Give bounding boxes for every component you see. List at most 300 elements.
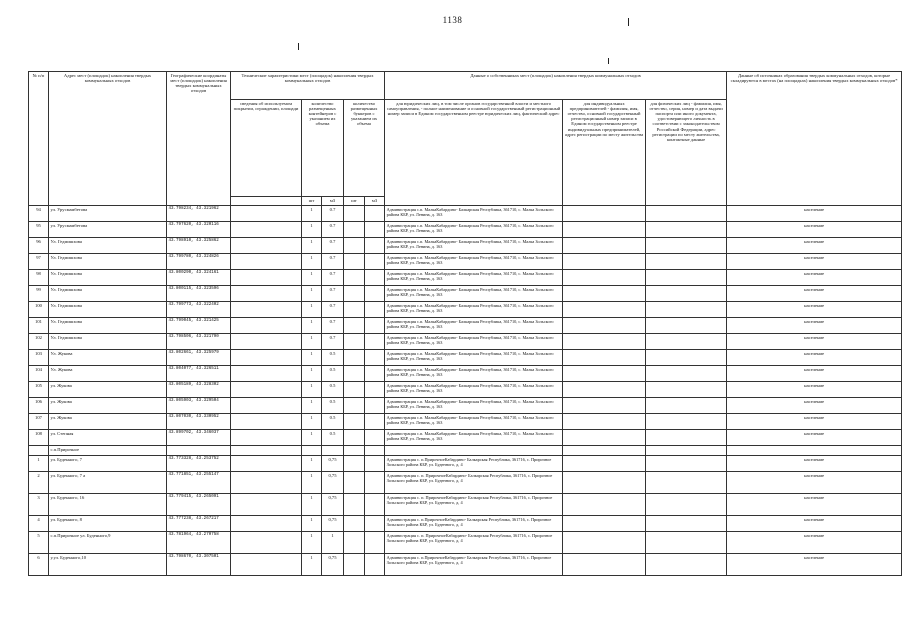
row-bunker-volume <box>365 286 385 302</box>
row-container-volume: 0,75 <box>322 456 344 472</box>
row-bunker-volume <box>365 456 385 472</box>
row-container-count: 1 <box>302 532 322 554</box>
row-cover <box>231 382 302 398</box>
row-container-volume: 1 <box>322 532 344 554</box>
table-row <box>29 222 902 238</box>
row-address: ул. Буденного, 8 <box>49 516 167 532</box>
row-source: население <box>727 430 902 446</box>
row-coordinates: 43.800290, 43.324161 <box>167 270 231 286</box>
row-owner-individual <box>646 302 727 318</box>
table-row <box>29 318 902 334</box>
row-owner-legal: Администрация с.п. МалкаКабардино- Балкарская Республика, 361710, с. Малка Зольского района КБР, ул. Ленина, д. 163 <box>385 222 563 238</box>
row-owner-legal: Администрация с.п. МалкаКабардино- Балкарская Республика, 361710, с. Малка Зольского района КБР, ул. Ленина, д. 163 <box>385 366 563 382</box>
row-coordinates: 43.799773, 43.322402 <box>167 302 231 318</box>
row-owner-individual <box>646 532 727 554</box>
row-coordinates: 43.799045, 43.321425 <box>167 318 231 334</box>
row-source: население <box>727 334 902 350</box>
row-source: население <box>727 350 902 366</box>
row-number: 106 <box>29 398 49 414</box>
scan-mark <box>608 58 609 64</box>
row-number: 98 <box>29 270 49 286</box>
row-owner-entrepreneur <box>563 494 646 516</box>
row-cover <box>231 206 302 222</box>
row-owner-individual <box>646 554 727 576</box>
row-address: ул. Степная <box>49 430 167 446</box>
row-bunker-count <box>344 238 365 254</box>
row-coordinates: 43.781964, 43.270758 <box>167 532 231 554</box>
row-coordinates: 43.799780, 43.324826 <box>167 254 231 270</box>
row-owner-legal: Администрация с.п. МалкаКабардино- Балкарская Республика, 361710, с. Малка Зольского района КБР, ул. Ленина, д. 163 <box>385 350 563 366</box>
row-owner-entrepreneur <box>563 366 646 382</box>
row-address: с.п.Прирочное ул. Буденного,9 <box>49 532 167 554</box>
row-bunker-volume <box>365 532 385 554</box>
row-bunker-count <box>344 414 365 430</box>
row-cover <box>231 430 302 446</box>
table-row <box>29 302 902 318</box>
row-address: Ул. Гедмишхова <box>49 238 167 254</box>
row-cover <box>231 318 302 334</box>
table-row <box>29 472 902 494</box>
row-bunker-volume <box>365 222 385 238</box>
row-coordinates: 43.798670, 43.307501 <box>167 554 231 576</box>
row-container-count: 1 <box>302 286 322 302</box>
row-owner-legal: Администрация с.п. МалкаКабардино- Балкарская Республика, 361710, с. Малка Зольского района КБР, ул. Ленина, д. 163 <box>385 302 563 318</box>
table-row <box>29 286 902 302</box>
row-coordinates: 43.899702, 43.346037 <box>167 430 231 446</box>
row-owner-individual <box>646 334 727 350</box>
row-number: 100 <box>29 302 49 318</box>
row-bunker-volume <box>365 472 385 494</box>
row-owner-individual <box>646 472 727 494</box>
row-bunker-count <box>344 254 365 270</box>
row-source: население <box>727 382 902 398</box>
row-source: население <box>727 286 902 302</box>
row-bunker-count <box>344 472 365 494</box>
header-sources: Данные об источниках образования твердых коммунальных отходов, которые складируются в местах (на площадках) накопления твердых коммунальных отходов* <box>727 72 902 206</box>
row-number: 99 <box>29 286 49 302</box>
row-owner-legal: Администрация с.п. МалкаКабардино- Балкарская Республика, 361710, с. Малка Зольского района КБР, ул. Ленина, д. 163 <box>385 238 563 254</box>
row-source: население <box>727 222 902 238</box>
header-bunkers: количество размещенных бункеров с указанием их объема <box>344 100 385 197</box>
row-owner-individual <box>646 254 727 270</box>
row-owner-legal: Администрация с.п. МалкаКабардино- Балкарская Республика, 361710, с. Малка Зольского района КБР, ул. Ленина, д. 163 <box>385 382 563 398</box>
row-coordinates: 43.805189, 43.328302 <box>167 382 231 398</box>
row-container-volume: 0.7 <box>322 286 344 302</box>
row-number: 3 <box>29 494 49 516</box>
row-cover <box>231 456 302 472</box>
row-cover <box>231 334 302 350</box>
row-container-count: 1 <box>302 472 322 494</box>
row-cover <box>231 414 302 430</box>
row-coordinates: 43.798910, 43.325862 <box>167 238 231 254</box>
table-row <box>29 254 902 270</box>
table-row <box>29 270 902 286</box>
row-owner-legal: Администрация с.п. МалкаКабардино- Балкарская Республика, 361710, с. Малка Зольского района КБР, ул. Ленина, д. 163 <box>385 430 563 446</box>
row-bunker-volume <box>365 398 385 414</box>
row-container-count: 1 <box>302 270 322 286</box>
row-address: Ул. Жукова <box>49 350 167 366</box>
row-source: население <box>727 270 902 286</box>
row-bunker-count <box>344 366 365 382</box>
row-number: 96 <box>29 238 49 254</box>
row-bunker-volume <box>365 238 385 254</box>
row-owner-entrepreneur <box>563 398 646 414</box>
row-number: 2 <box>29 472 49 494</box>
row-bunker-count <box>344 318 365 334</box>
row-owner-legal: Администрация с.п. МалкаКабардино- Балкарская Республика, 361710, с. Малка Зольского района КБР, ул. Ленина, д. 163 <box>385 286 563 302</box>
row-owner-legal: Администрация с.п. МалкаКабардино- Балкарская Республика, 361710, с. Малка Зольского района КБР, ул. Ленина, д. 163 <box>385 318 563 334</box>
row-address: ул. Жукова <box>49 382 167 398</box>
row-owner-legal: Администрация с. п. ПрирочноеКабардино- Балкарская Республика, 361716, с. Прирочное Зольского района КБР, ул. Буденного, д. 4 <box>385 472 563 494</box>
row-owner-individual <box>646 382 727 398</box>
header-legal-entity: для юридических лиц, в том числе органов государственной власти и местного самоуправления, - полное наименование и основной государственный регистрационный номер записи в Едином государственном реестре юридических лиц, фактический адрес <box>385 100 563 206</box>
row-bunker-volume <box>365 382 385 398</box>
row-number: 108 <box>29 430 49 446</box>
row-address: Ул. Гедмишхова <box>49 270 167 286</box>
row-address: Ул. Гедмишхова <box>49 302 167 318</box>
row-bunker-volume <box>365 254 385 270</box>
row-owner-entrepreneur <box>563 206 646 222</box>
row-owner-legal: Администрация с. п. ПрирочноеКабардино- Балкарская Республика, 361716, с. Прирочное Зольского района КБР, ул. Буденного, д. 4 <box>385 494 563 516</box>
row-container-volume: 0.7 <box>322 334 344 350</box>
row-bunker-count <box>344 382 365 398</box>
scan-mark <box>298 43 299 50</box>
row-number: 107 <box>29 414 49 430</box>
row-bunker-volume <box>365 206 385 222</box>
row-address: Ул. Гедмишхова <box>49 286 167 302</box>
row-bunker-count <box>344 494 365 516</box>
row-bunker-count <box>344 286 365 302</box>
row-number: 6 <box>29 554 49 576</box>
row-address: ул. Буденного, 16 <box>49 494 167 516</box>
row-container-count: 1 <box>302 382 322 398</box>
row-address: ул. Жукова <box>49 398 167 414</box>
row-cover <box>231 222 302 238</box>
page-number: 1138 <box>442 15 463 25</box>
row-container-count: 1 <box>302 554 322 576</box>
row-bunker-count <box>344 554 365 576</box>
row-owner-entrepreneur <box>563 516 646 532</box>
row-source: население <box>727 456 902 472</box>
row-address: Ул. Гедмишхова <box>49 334 167 350</box>
row-address: Ул. Гедмишхова <box>49 254 167 270</box>
row-owner-individual <box>646 456 727 472</box>
row-cover <box>231 238 302 254</box>
row-source: население <box>727 554 902 576</box>
row-coordinates: 43.802661, 43.325979 <box>167 350 231 366</box>
row-cover <box>231 254 302 270</box>
section-title: с.п.Прирочное <box>49 446 167 456</box>
row-number: 95 <box>29 222 49 238</box>
row-bunker-count <box>344 430 365 446</box>
row-cover <box>231 516 302 532</box>
registry-body <box>29 206 902 576</box>
row-container-volume: 0.7 <box>322 254 344 270</box>
row-address: ул. Жукова <box>49 414 167 430</box>
row-container-volume: 0.5 <box>322 350 344 366</box>
row-owner-individual <box>646 318 727 334</box>
row-bunker-count <box>344 270 365 286</box>
row-bunker-volume <box>365 414 385 430</box>
row-bunker-volume <box>365 334 385 350</box>
row-source: население <box>727 238 902 254</box>
row-container-count: 1 <box>302 334 322 350</box>
row-coordinates: 43.798234, 43.321962 <box>167 206 231 222</box>
row-address: ул. Буденного, 7 <box>49 456 167 472</box>
section-blank-cell <box>322 446 344 456</box>
row-address: Ул. Жукова <box>49 366 167 382</box>
header-unit-pcs: шт <box>344 197 365 206</box>
row-address: у.ул. Буденного,10 <box>49 554 167 576</box>
row-container-count: 1 <box>302 414 322 430</box>
header-technical: Технические характеристики мест (площадок) накопления твердых коммунальных отходов <box>231 72 385 100</box>
row-source: население <box>727 318 902 334</box>
row-number: 4 <box>29 516 49 532</box>
row-owner-entrepreneur <box>563 286 646 302</box>
row-owner-individual <box>646 414 727 430</box>
row-number: 1 <box>29 456 49 472</box>
row-container-volume: 0.7 <box>322 238 344 254</box>
table-row <box>29 532 902 554</box>
table-row <box>29 366 902 382</box>
section-blank-cell <box>344 446 365 456</box>
row-bunker-volume <box>365 318 385 334</box>
row-owner-individual <box>646 516 727 532</box>
row-bunker-count <box>344 222 365 238</box>
row-bunker-count <box>344 206 365 222</box>
table-row <box>29 430 902 446</box>
row-bunker-volume <box>365 430 385 446</box>
row-owner-entrepreneur <box>563 414 646 430</box>
row-coordinates: 43.773328, 43.253752 <box>167 456 231 472</box>
header-cover-blank <box>231 197 302 206</box>
row-container-volume: 0.5 <box>322 366 344 382</box>
row-bunker-count <box>344 398 365 414</box>
row-source: население <box>727 254 902 270</box>
row-bunker-volume <box>365 494 385 516</box>
row-source: население <box>727 206 902 222</box>
row-address: ул. Буденного, 7 а <box>49 472 167 494</box>
row-container-volume: 0,75 <box>322 516 344 532</box>
row-container-volume: 0.5 <box>322 430 344 446</box>
row-coordinates: 43.779415, 43.265091 <box>167 494 231 516</box>
row-coordinates: 43.800115, 43.323596 <box>167 286 231 302</box>
row-cover <box>231 270 302 286</box>
table-row <box>29 382 902 398</box>
row-owner-individual <box>646 430 727 446</box>
registry-table <box>28 71 902 576</box>
row-owner-entrepreneur <box>563 456 646 472</box>
row-bunker-count <box>344 532 365 554</box>
row-container-volume: 0.7 <box>322 206 344 222</box>
row-container-volume: 0.5 <box>322 398 344 414</box>
section-number-blank <box>29 446 49 456</box>
row-bunker-volume <box>365 302 385 318</box>
row-source: население <box>727 414 902 430</box>
section-blank-cell <box>727 446 902 456</box>
row-bunker-count <box>344 334 365 350</box>
row-owner-entrepreneur <box>563 302 646 318</box>
row-cover <box>231 398 302 414</box>
row-cover <box>231 350 302 366</box>
row-container-count: 1 <box>302 366 322 382</box>
row-owner-legal: Администрация с. п.ПрирочноеКабардино- Балкарская Республика, 361716, с. Прирочное Зольского района КБР, ул. Буденного, д. 4 <box>385 516 563 532</box>
section-blank-cell <box>563 446 646 456</box>
row-owner-entrepreneur <box>563 350 646 366</box>
row-coordinates: 43.804077, 43.326511 <box>167 366 231 382</box>
row-bunker-volume <box>365 366 385 382</box>
row-owner-individual <box>646 206 727 222</box>
section-blank-cell <box>646 446 727 456</box>
row-owner-legal: Администрация с.п. МалкаКабардино- Балкарская Республика, 361710, с. Малка Зольского района КБР, ул. Ленина, д. 163 <box>385 270 563 286</box>
row-number: 102 <box>29 334 49 350</box>
row-owner-legal: Администрация с.п. МалкаКабардино- Балкарская Республика, 361710, с. Малка Зольского района КБР, ул. Ленина, д. 163 <box>385 334 563 350</box>
header-containers: количество размещенных контейнеров с указанием их объема <box>302 100 344 197</box>
table-row <box>29 494 902 516</box>
row-owner-legal: Администрация с.п. МалкаКабардино- Балкарская Республика, 361710, с. Малка Зольского района КБР, ул. Ленина, д. 163 <box>385 206 563 222</box>
row-container-count: 1 <box>302 350 322 366</box>
row-owner-individual <box>646 398 727 414</box>
row-owner-entrepreneur <box>563 382 646 398</box>
row-container-volume: 0,75 <box>322 494 344 516</box>
row-container-volume: 0.5 <box>322 414 344 430</box>
scan-mark <box>628 18 629 26</box>
row-container-count: 1 <box>302 254 322 270</box>
row-owner-legal: Администрация с.п. МалкаКабардино- Балкарская Республика, 361710, с. Малка Зольского района КБР, ул. Ленина, д. 163 <box>385 398 563 414</box>
table-row <box>29 334 902 350</box>
row-owner-entrepreneur <box>563 222 646 238</box>
row-address: ул. Урусмамбетова <box>49 206 167 222</box>
row-owner-entrepreneur <box>563 430 646 446</box>
section-blank-cell <box>231 446 302 456</box>
row-source: население <box>727 516 902 532</box>
row-coordinates: 43.805903, 43.329504 <box>167 398 231 414</box>
row-container-count: 1 <box>302 398 322 414</box>
row-bunker-volume <box>365 554 385 576</box>
table-row <box>29 350 902 366</box>
header-number: № п/п <box>29 72 49 206</box>
row-number: 105 <box>29 382 49 398</box>
row-owner-entrepreneur <box>563 532 646 554</box>
header-coordinates: Географические координаты мест (площадок) накопления твердых коммунальных отходов <box>167 72 231 206</box>
row-owner-individual <box>646 270 727 286</box>
header-entrepreneur: для индивидуальных предпринимателей - фамилия, имя, отчество, основной государственный регистрационный номер записи в Едином государственном реестре индивидуальных предпринимателей, адрес регистрации по месту жительства <box>563 100 646 206</box>
row-container-count: 1 <box>302 494 322 516</box>
section-blank-cell <box>167 446 231 456</box>
row-owner-entrepreneur <box>563 238 646 254</box>
table-row <box>29 516 902 532</box>
row-bunker-volume <box>365 350 385 366</box>
row-owner-entrepreneur <box>563 318 646 334</box>
row-container-count: 1 <box>302 318 322 334</box>
row-owner-individual <box>646 222 727 238</box>
row-container-count: 1 <box>302 430 322 446</box>
table-row <box>29 456 902 472</box>
row-bunker-count <box>344 456 365 472</box>
row-cover <box>231 532 302 554</box>
row-address: ул. Урусмамбетова <box>49 222 167 238</box>
header-unit-pcs: шт <box>302 197 322 206</box>
row-bunker-count <box>344 302 365 318</box>
row-container-volume: 0.7 <box>322 222 344 238</box>
row-owner-individual <box>646 366 727 382</box>
row-owner-individual <box>646 350 727 366</box>
row-number: 94 <box>29 206 49 222</box>
row-source: население <box>727 302 902 318</box>
row-bunker-volume <box>365 270 385 286</box>
header-address: Адрес мест (площадок) накопления твердых коммунальных отходов <box>49 72 167 206</box>
row-owner-legal: Администрация с.п. МалкаКабардино- Балкарская Республика, 361710, с. Малка Зольского района КБР, ул. Ленина, д. 163 <box>385 254 563 270</box>
row-container-volume: 0.7 <box>322 318 344 334</box>
row-source: население <box>727 494 902 516</box>
row-cover <box>231 554 302 576</box>
row-cover <box>231 366 302 382</box>
section-blank-cell <box>302 446 322 456</box>
table-row <box>29 238 902 254</box>
row-container-volume: 0,75 <box>322 472 344 494</box>
row-number: 101 <box>29 318 49 334</box>
row-owner-legal: Администрация с. п.ПрирочноеКабардино- Балкарская Республика, 361716, с. Прирочное Зольского района КБР, ул. Буденного, д. 4 <box>385 554 563 576</box>
row-owner-individual <box>646 286 727 302</box>
row-cover <box>231 286 302 302</box>
header-individual: для физических лиц - фамилия, имя, отчество, серия, номер и дата выдачи паспорта или иного документа, удостоверяющего личность в соответствии с законодательством Российской Федерации, адрес регистрации по месту жительства, контактные данные <box>646 100 727 206</box>
row-bunker-volume <box>365 516 385 532</box>
row-number: 103 <box>29 350 49 366</box>
row-container-count: 1 <box>302 238 322 254</box>
row-owner-entrepreneur <box>563 554 646 576</box>
row-container-volume: 0.7 <box>322 302 344 318</box>
row-source: население <box>727 532 902 554</box>
row-bunker-count <box>344 350 365 366</box>
table-row <box>29 554 902 576</box>
row-number: 104 <box>29 366 49 382</box>
header-cover: сведения об используемом покрытии, ограждении, площади <box>231 100 302 197</box>
row-bunker-count <box>344 516 365 532</box>
row-owner-individual <box>646 238 727 254</box>
table-row <box>29 414 902 430</box>
row-source: население <box>727 398 902 414</box>
row-cover <box>231 494 302 516</box>
section-row <box>29 446 902 456</box>
row-container-volume: 0.5 <box>322 382 344 398</box>
row-coordinates: 43.771851, 43.255147 <box>167 472 231 494</box>
row-source: население <box>727 366 902 382</box>
row-cover <box>231 302 302 318</box>
row-owner-entrepreneur <box>563 334 646 350</box>
row-coordinates: 43.798506, 43.321790 <box>167 334 231 350</box>
row-number: 97 <box>29 254 49 270</box>
table-row <box>29 206 902 222</box>
row-container-count: 1 <box>302 456 322 472</box>
row-address: Ул. Гедмишхова <box>49 318 167 334</box>
row-owner-legal: Администрация с. п.ПрирочноеКабардино- Балкарская Республика, 361716, с. Прирочное Зольского района КБР, ул. Буденного, д. 4 <box>385 456 563 472</box>
table-row <box>29 398 902 414</box>
header-owner: Данные о собственниках мест (площадок) накопления твердых коммунальных отходов <box>385 72 727 100</box>
row-container-count: 1 <box>302 302 322 318</box>
row-container-volume: 0.7 <box>322 270 344 286</box>
row-coordinates: 43.797620, 43.320116 <box>167 222 231 238</box>
header-unit-m3: м3 <box>322 197 344 206</box>
row-container-count: 1 <box>302 206 322 222</box>
row-owner-entrepreneur <box>563 472 646 494</box>
section-blank-cell <box>385 446 563 456</box>
section-blank-cell <box>365 446 385 456</box>
row-cover <box>231 472 302 494</box>
row-coordinates: 43.807030, 43.330952 <box>167 414 231 430</box>
row-owner-individual <box>646 494 727 516</box>
header-unit-m3: м3 <box>365 197 385 206</box>
row-owner-entrepreneur <box>563 254 646 270</box>
